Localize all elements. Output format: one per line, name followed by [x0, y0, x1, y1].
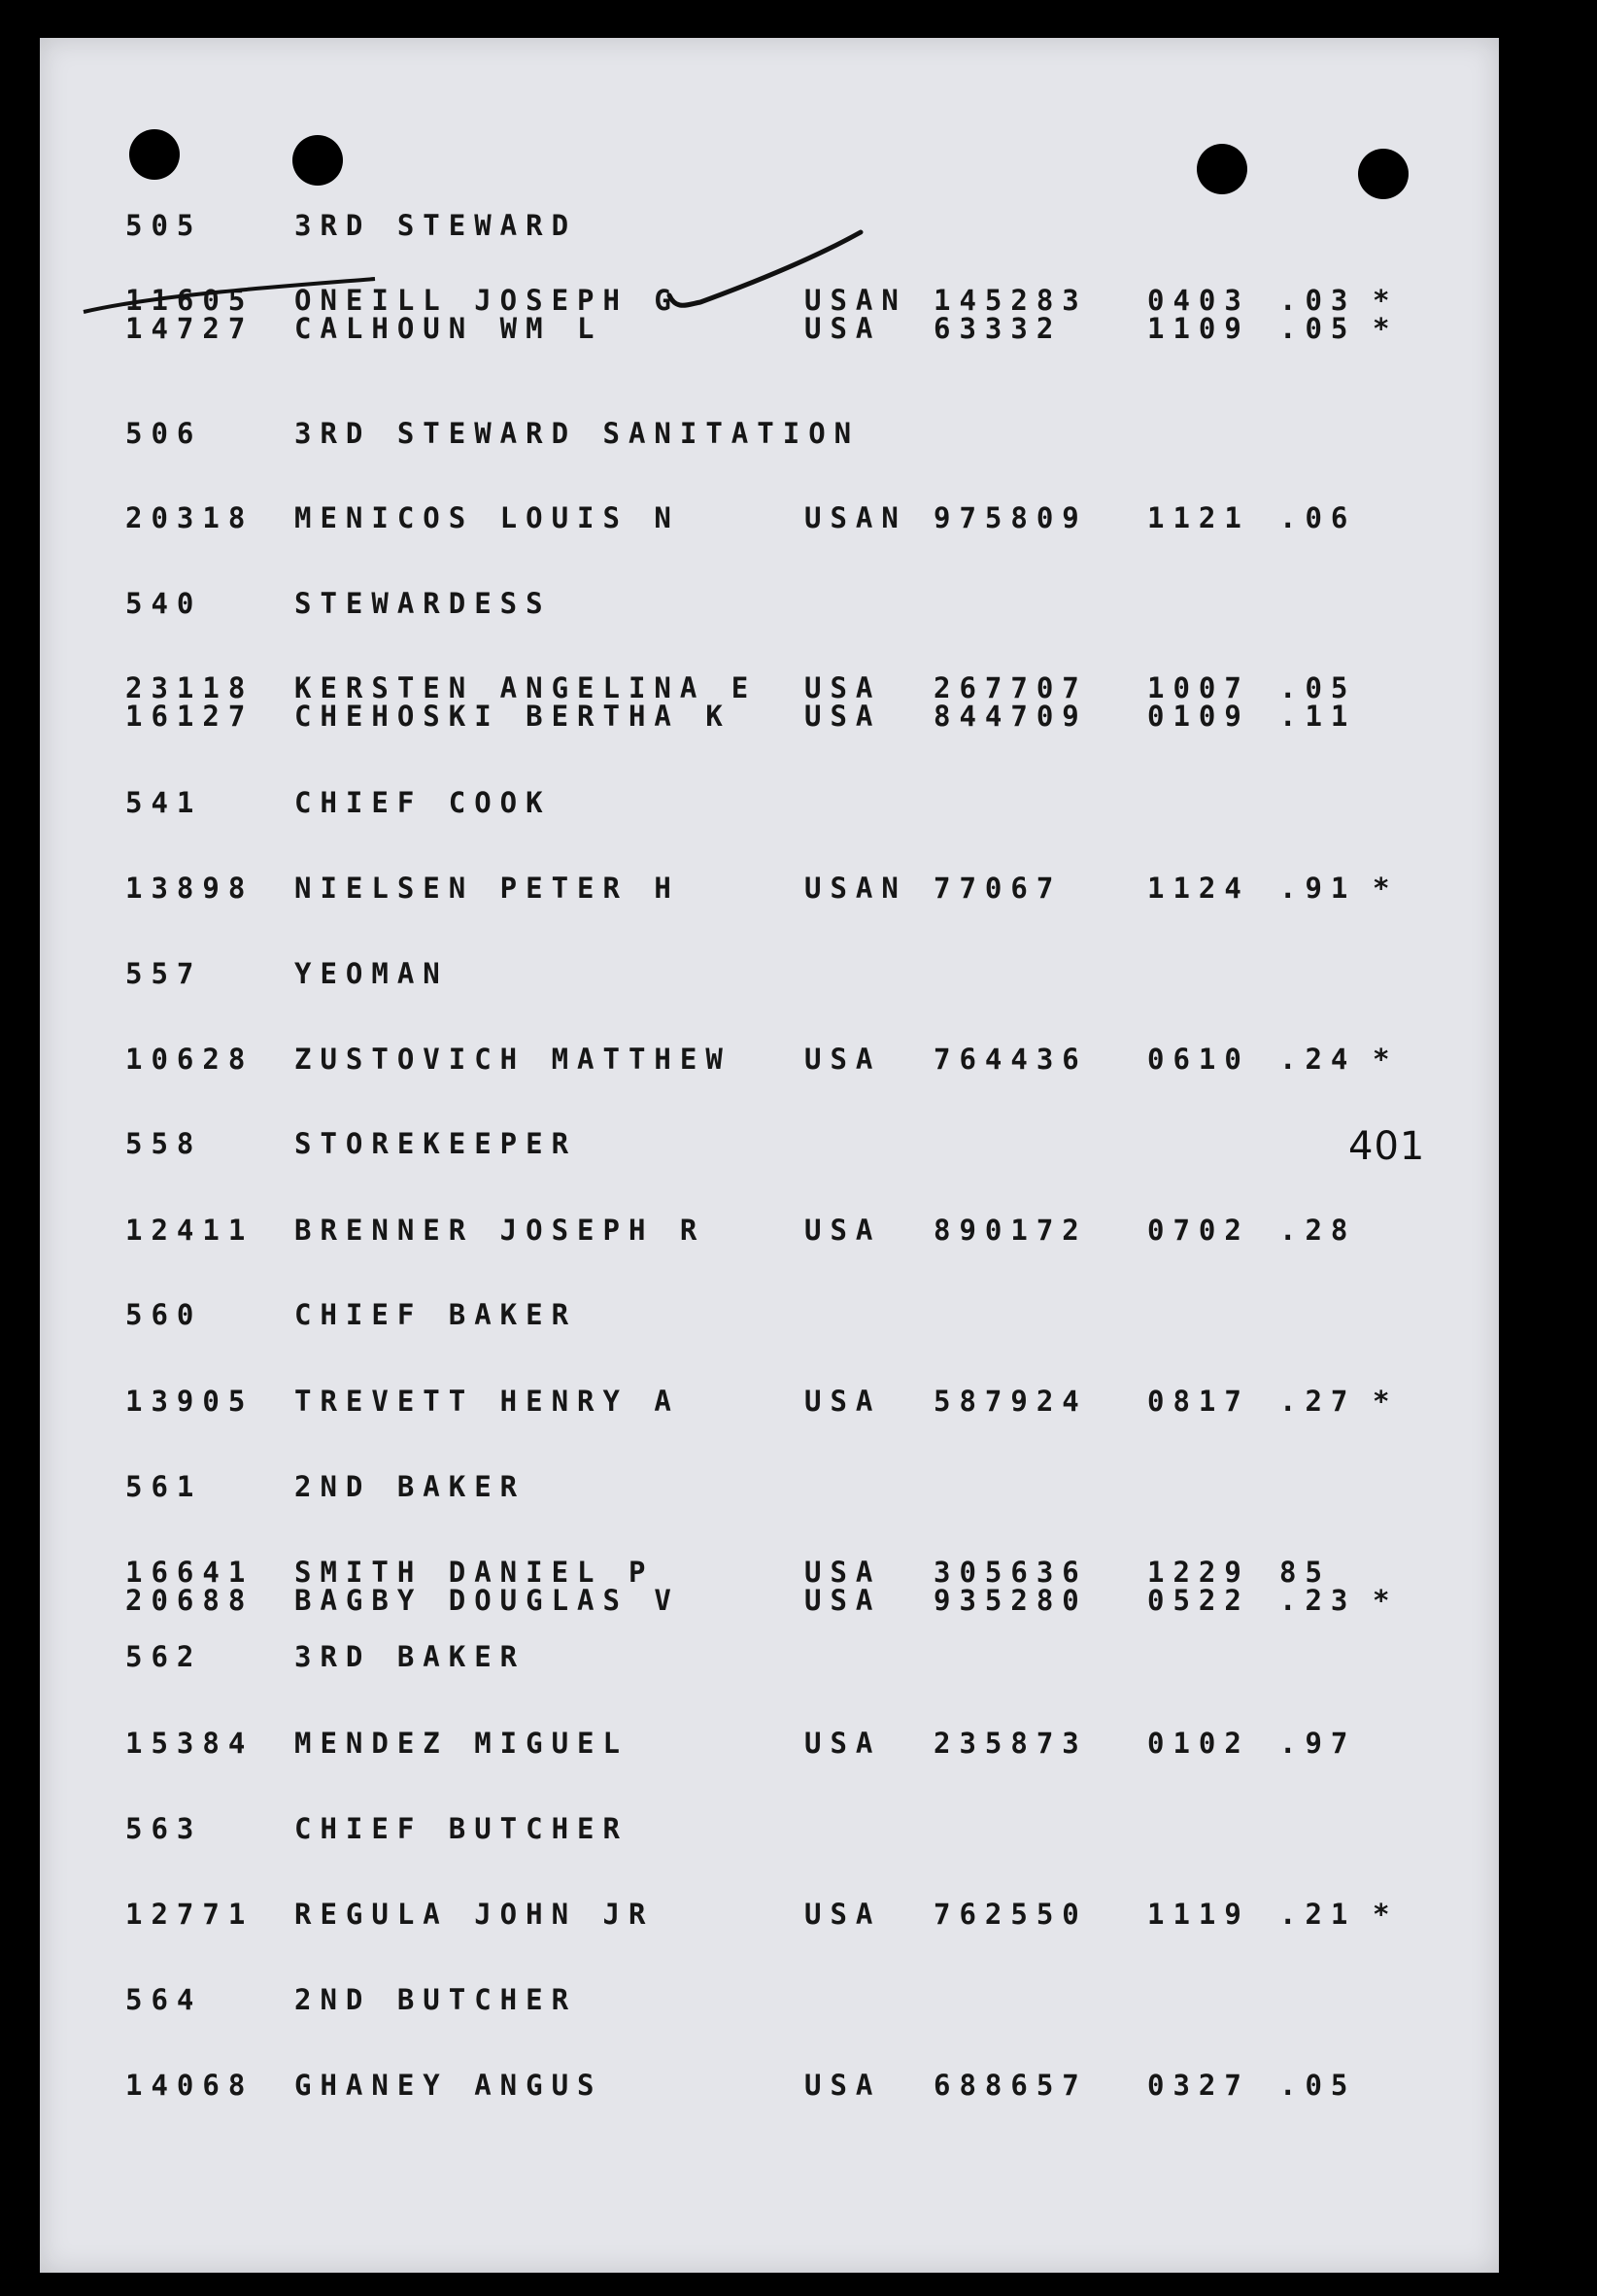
position-title: YEOMAN: [294, 957, 449, 990]
position-title: CHIEF COOK: [294, 786, 552, 819]
position-title: 3RD STEWARD SANITATION: [294, 417, 861, 450]
crew-name: BAGBY DOUGLAS V: [294, 1584, 680, 1617]
document-number: 267707: [934, 671, 1088, 704]
date-code: 0817: [1147, 1385, 1250, 1418]
asterisk-mark: *: [1373, 1584, 1399, 1617]
amount: .24: [1279, 1043, 1357, 1076]
crew-name: ONEILL JOSEPH G: [294, 284, 680, 317]
category-heading: [40, 788, 1499, 817]
nationality-code: USA: [804, 312, 882, 345]
category-heading: [40, 419, 1499, 448]
category-heading: [40, 959, 1499, 988]
crew-name: MENICOS LOUIS N: [294, 501, 680, 534]
asterisk-mark: *: [1373, 312, 1399, 345]
amount: .11: [1279, 700, 1357, 733]
crew-name: CALHOUN WM L: [294, 312, 603, 345]
category-heading: [40, 1300, 1499, 1329]
document-number: 305636: [934, 1556, 1088, 1589]
table-row: [40, 1216, 1499, 1245]
crew-name: TREVETT HENRY A: [294, 1385, 680, 1418]
nationality-code: USAN: [804, 872, 907, 905]
date-code: 0610: [1147, 1043, 1250, 1076]
document-number: 587924: [934, 1385, 1088, 1418]
amount: .27: [1279, 1385, 1357, 1418]
record-number: 12411: [125, 1214, 255, 1247]
category-heading: [40, 1985, 1499, 2014]
document-page: [40, 38, 1499, 2273]
category-heading: [40, 1642, 1499, 1671]
date-code: 0702: [1147, 1214, 1250, 1247]
position-code: 506: [125, 417, 203, 450]
document-number: 975809: [934, 501, 1088, 534]
record-number: 12771: [125, 1898, 255, 1931]
amount: .05: [1279, 312, 1357, 345]
position-title: 3RD STEWARD: [294, 209, 578, 242]
position-code: 540: [125, 587, 203, 620]
position-title: STOREKEEPER: [294, 1127, 578, 1160]
date-code: 1119: [1147, 1898, 1250, 1931]
check-mark-icon: [40, 38, 1499, 329]
table-row: [40, 1387, 1499, 1416]
table-row: [40, 1586, 1499, 1615]
record-number: 13898: [125, 872, 255, 905]
position-code: 558: [125, 1127, 203, 1160]
amount: 85: [1279, 1556, 1331, 1589]
position-code: 562: [125, 1640, 203, 1673]
amount: .05: [1279, 671, 1357, 704]
nationality-code: USA: [804, 1043, 882, 1076]
nationality-code: USA: [804, 700, 882, 733]
record-number: 14068: [125, 2069, 255, 2102]
page-number: 401: [1348, 1124, 1426, 1169]
record-number: 11605: [125, 284, 255, 317]
asterisk-mark: *: [1373, 284, 1399, 317]
date-code: 1109: [1147, 312, 1250, 345]
nationality-code: USA: [804, 1385, 882, 1418]
date-code: 0109: [1147, 700, 1250, 733]
strike-through-mark: [84, 279, 375, 312]
record-number: 20318: [125, 501, 255, 534]
crew-name: ZUSTOVICH MATTHEW: [294, 1043, 731, 1076]
nationality-code: USA: [804, 1584, 882, 1617]
date-code: 1124: [1147, 872, 1250, 905]
table-row: [40, 874, 1499, 903]
asterisk-mark: *: [1373, 1385, 1399, 1418]
nationality-code: USA: [804, 2069, 882, 2102]
position-code: 560: [125, 1298, 203, 1331]
crew-name: BRENNER JOSEPH R: [294, 1214, 706, 1247]
position-code: 564: [125, 1983, 203, 2016]
category-heading: [40, 1129, 1499, 1158]
amount: .05: [1279, 2069, 1357, 2102]
position-code: 557: [125, 957, 203, 990]
position-title: CHIEF BUTCHER: [294, 1812, 629, 1845]
date-code: 0522: [1147, 1584, 1250, 1617]
crew-name: CHEHOSKI BERTHA K: [294, 700, 731, 733]
table-row: [40, 673, 1499, 703]
table-row: [40, 2071, 1499, 2100]
table-row: [40, 1729, 1499, 1758]
document-number: 688657: [934, 2069, 1088, 2102]
amount: .06: [1279, 501, 1357, 534]
table-row: [40, 1558, 1499, 1587]
table-row: [40, 1900, 1499, 1929]
record-number: 15384: [125, 1727, 255, 1760]
nationality-code: USA: [804, 1898, 882, 1931]
category-heading: [40, 1814, 1499, 1843]
document-number: 63332: [934, 312, 1063, 345]
asterisk-mark: *: [1373, 872, 1399, 905]
document-number: 235873: [934, 1727, 1088, 1760]
document-number: 764436: [934, 1043, 1088, 1076]
nationality-code: USAN: [804, 501, 907, 534]
document-number: 77067: [934, 872, 1063, 905]
date-code: 0327: [1147, 2069, 1250, 2102]
amount: .23: [1279, 1584, 1357, 1617]
asterisk-mark: *: [1373, 1043, 1399, 1076]
document-number: 890172: [934, 1214, 1088, 1247]
date-code: 1229: [1147, 1556, 1250, 1589]
nationality-code: USA: [804, 1556, 882, 1589]
category-heading: [40, 1472, 1499, 1501]
record-number: 20688: [125, 1584, 255, 1617]
record-number: 16641: [125, 1556, 255, 1589]
table-row: [40, 503, 1499, 532]
amount: .03: [1279, 284, 1357, 317]
position-code: 561: [125, 1470, 203, 1503]
record-number: 10628: [125, 1043, 255, 1076]
nationality-code: USA: [804, 1727, 882, 1760]
nationality-code: USA: [804, 671, 882, 704]
nationality-code: USA: [804, 1214, 882, 1247]
date-code: 1121: [1147, 501, 1250, 534]
position-code: 541: [125, 786, 203, 819]
nationality-code: USAN: [804, 284, 907, 317]
position-title: STEWARDESS: [294, 587, 552, 620]
crew-name: KERSTEN ANGELINA E: [294, 671, 758, 704]
crew-name: MENDEZ MIGUEL: [294, 1727, 629, 1760]
position-code: 563: [125, 1812, 203, 1845]
date-code: 0403: [1147, 284, 1250, 317]
record-number: 16127: [125, 700, 255, 733]
category-heading: [40, 589, 1499, 618]
document-number: 935280: [934, 1584, 1088, 1617]
position-title: 2ND BUTCHER: [294, 1983, 578, 2016]
table-row: [40, 1045, 1499, 1074]
table-row: [40, 702, 1499, 731]
crew-name: SMITH DANIEL P: [294, 1556, 655, 1589]
crew-name: REGULA JOHN JR: [294, 1898, 655, 1931]
record-number: 23118: [125, 671, 255, 704]
crew-name: GHANEY ANGUS: [294, 2069, 603, 2102]
amount: .91: [1279, 872, 1357, 905]
position-title: CHIEF BAKER: [294, 1298, 578, 1331]
amount: .97: [1279, 1727, 1357, 1760]
record-number: 13905: [125, 1385, 255, 1418]
position-code: 505: [125, 209, 203, 242]
asterisk-mark: *: [1373, 1898, 1399, 1931]
amount: .28: [1279, 1214, 1357, 1247]
record-number: 14727: [125, 312, 255, 345]
date-code: 0102: [1147, 1727, 1250, 1760]
document-number: 762550: [934, 1898, 1088, 1931]
position-title: 3RD BAKER: [294, 1640, 527, 1673]
crew-name: NIELSEN PETER H: [294, 872, 680, 905]
position-title: 2ND BAKER: [294, 1470, 527, 1503]
amount: .21: [1279, 1898, 1357, 1931]
document-number: 145283: [934, 284, 1088, 317]
document-number: 844709: [934, 700, 1088, 733]
date-code: 1007: [1147, 671, 1250, 704]
